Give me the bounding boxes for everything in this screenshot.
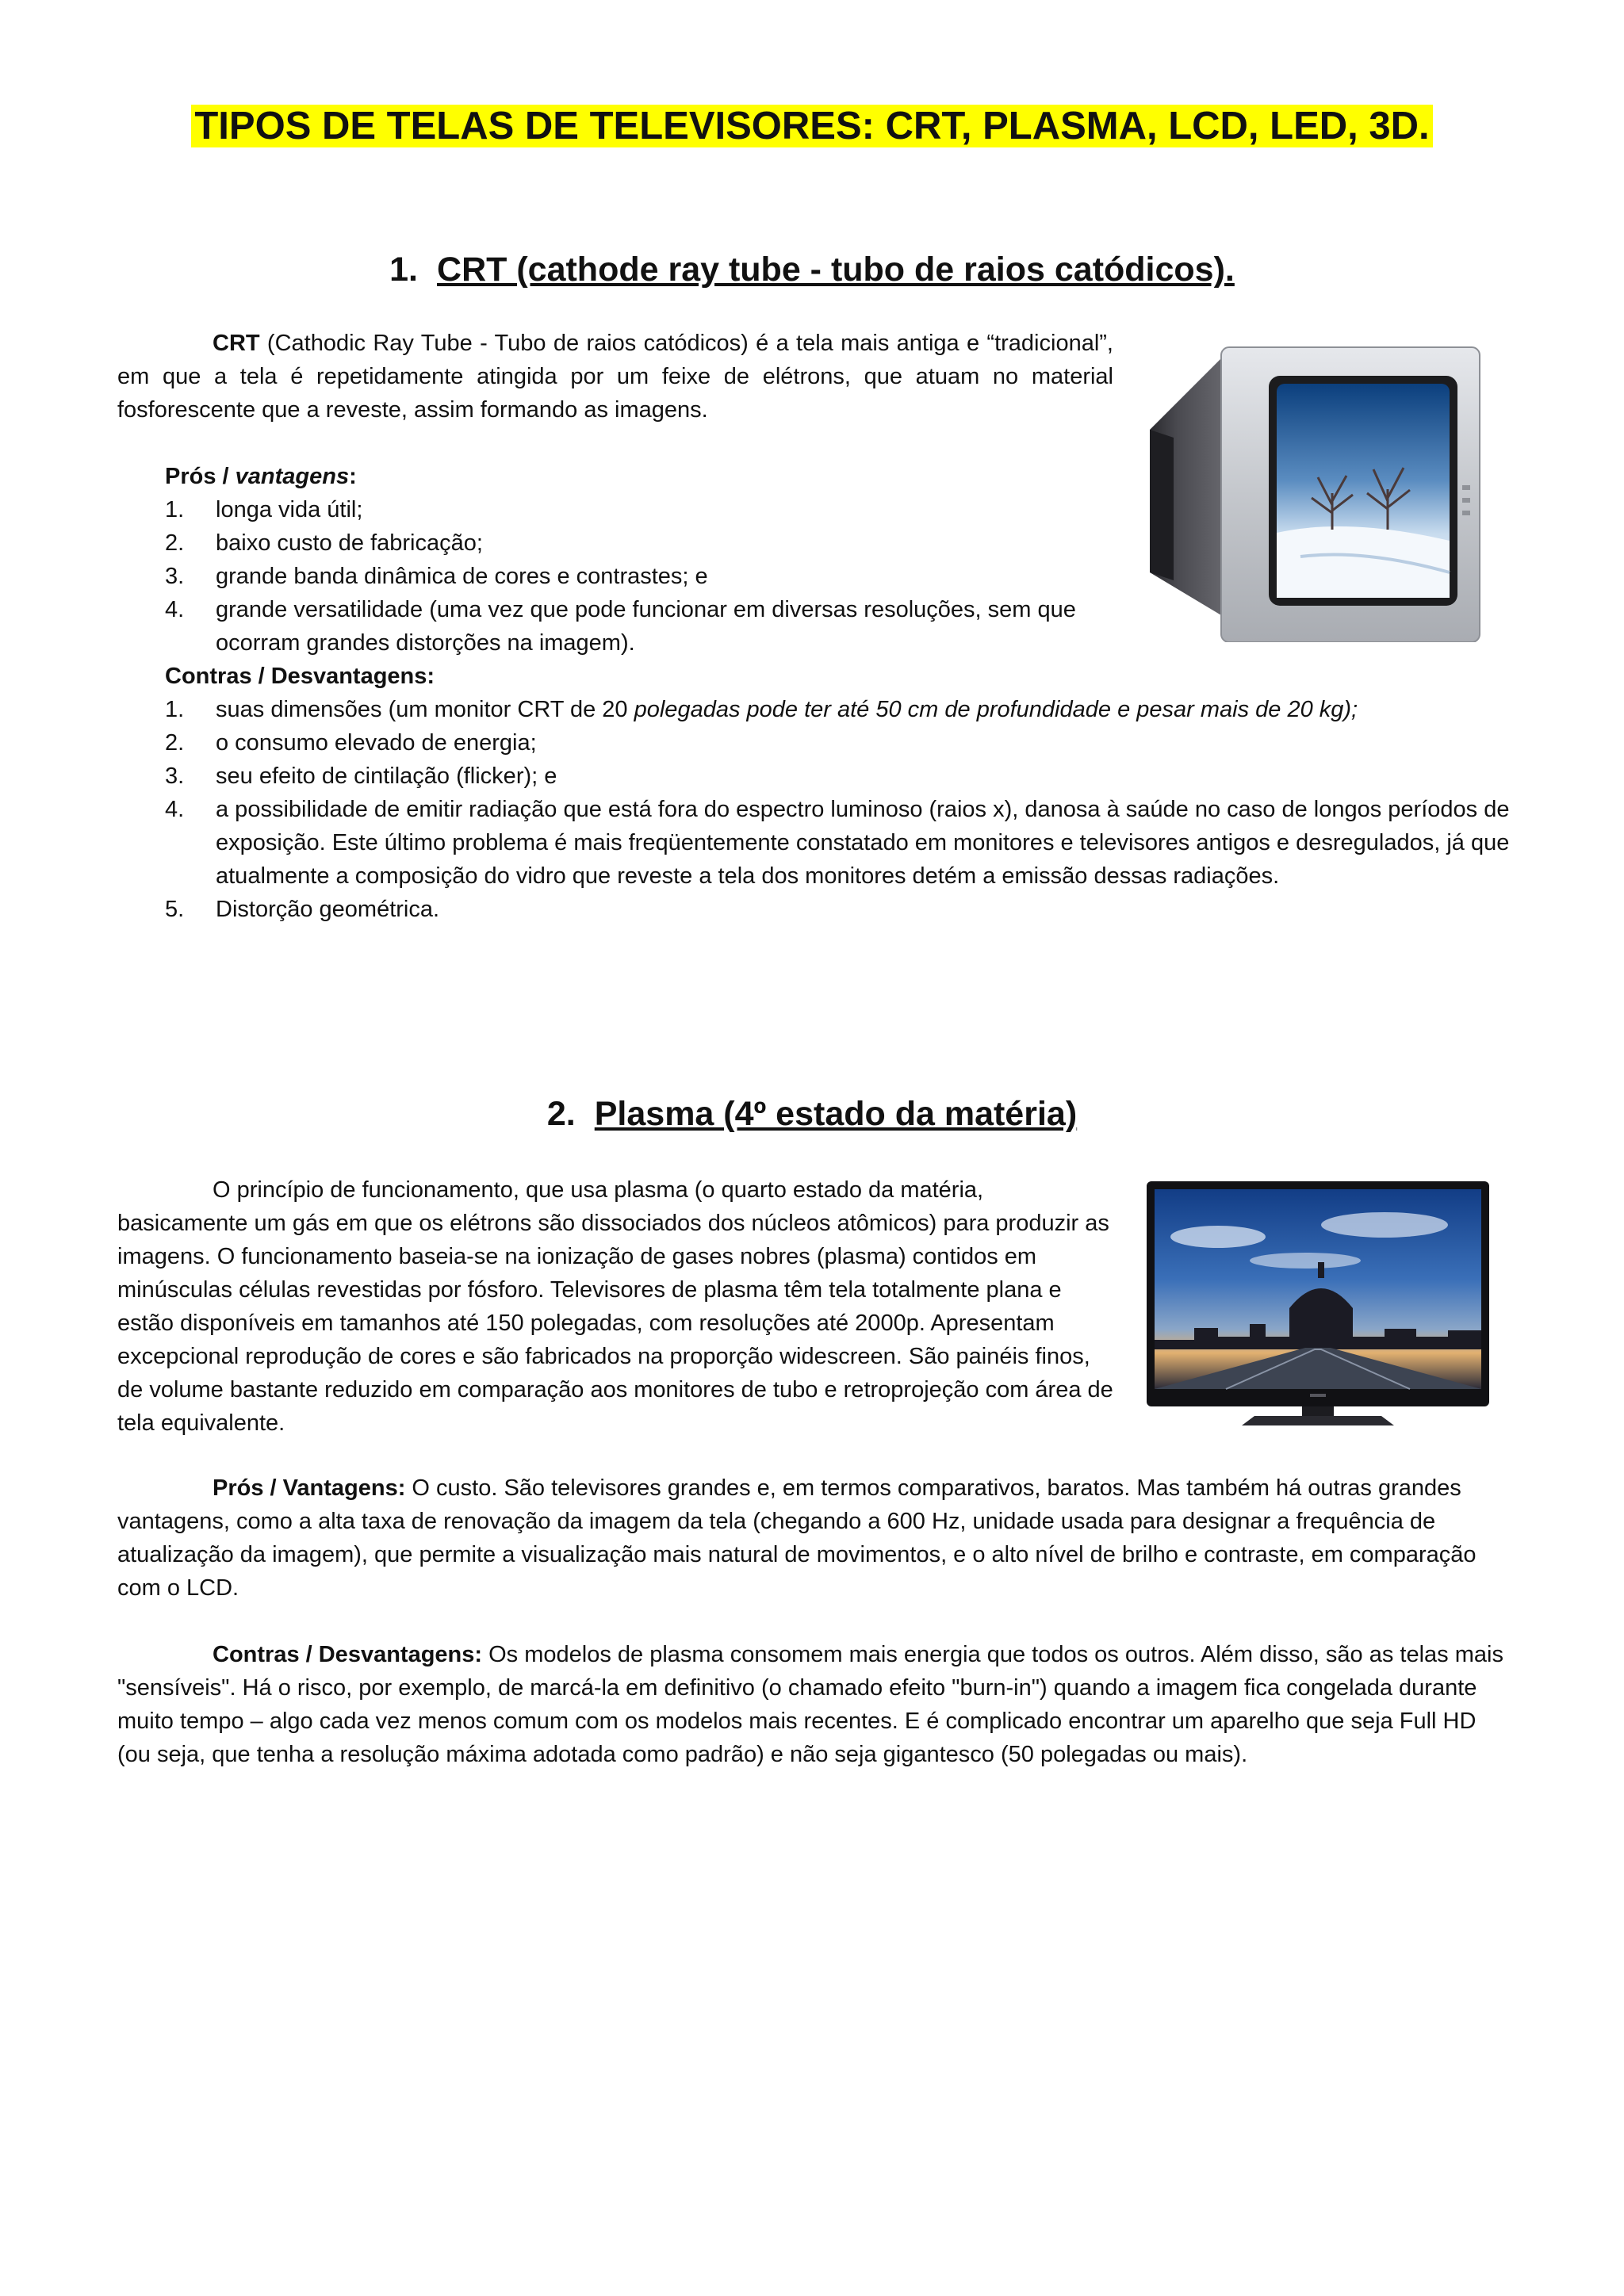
crt-pros-label-start: Prós / [165,464,236,489]
plasma-intro-paragraph: O princípio de funcionamento, que usa plasma (o quarto estado da matéria, basicamente um gás em que os elétrons são dissociados dos núcleos atômicos) para produzir as imagens. O funcionamento baseia-se na ionização de gases nobres (plasma) contidos em minúsculas células revestidas por fósforo. Televisores de plasma têm tela totalmente plana e estão disponíveis em tamanhos até 150 polegadas, com resoluções até 2000p. Apresentam excepcional reprodução de cores e são fabricados na proporção widescreen. São painéis finos, de volume bastante reduzido em comparação aos monitores de tubo e retroprojeção com área de tela equivalente. [117,1177,1113,1436]
crt-pros-list [117,493,1113,660]
list-item [117,593,1113,660]
crt-intro-text: (Cathodic Ray Tube - Tubo de raios catódicos) é a tela mais antiga e “tradicional”, em que a tela é repetidamente atingida por um feixe de elétrons, que atuam no material fosforescente que a reveste, assim formando as imagens. [117,331,1113,423]
list-item-text: baixo custo de fabricação; [216,530,483,556]
list-item [117,526,1113,560]
section-heading-plasma [0,1093,1624,1135]
list-item-number: 4. [165,597,185,622]
crt-cons-label: Contras / Desvantagens: [165,664,435,689]
crt-intro-paragraph [117,327,1113,427]
crt-intro-term: CRT [213,331,260,356]
list-item-number: 2. [165,730,185,756]
list-item [117,760,1513,793]
section-heading-crt [0,248,1624,291]
plasma-pros-text: O custo. São televisores grandes e, em termos comparativos, baratos. Mas também há outras grandes vantagens, como a alta taxa de renovação da imagem da tela (chegando a 600 Hz, unidade usada para designar a frequência de atualização da imagem), que permite a visualização mais natural de movimentos, e o alto nível de brilho e contraste, em comparação com o LCD. [117,1475,1477,1601]
section-number: 2. [546,1095,576,1133]
crt-pros-label [165,460,357,493]
document-title [0,101,1624,151]
list-item-number: 3. [165,763,185,789]
plasma-cons-paragraph [117,1638,1513,1771]
list-item-number: 3. [165,564,185,589]
list-item [117,693,1513,726]
list-item [117,493,1113,526]
list-item [117,560,1113,593]
list-item-text: a possibilidade de emitir radiação que está fora do espectro luminoso (raios x), danosa à saúde no caso de longos períodos de exposição. Este último problema é mais freqüentemente constatado em monitores e televisores antigos e desregulados, já que atualmente a composição do vidro que reveste a tela dos monitores detém a emissão dessas radiações. [216,797,1510,889]
plasma-cons-text: Os modelos de plasma consomem mais energia que todos os outros. Além disso, são as telas mais "sensíveis". Há o risco, por exemplo, de marcá-la em definitivo (o chamado efeito "burn-in") quando a imagem fica congelada durante muito tempo – algo cada vez menos comum com os modelos mais recentes. E é complicado encontrar um aparelho que seja Full HD (ou seja, que tenha a resolução máxima adotada como padrão) e não seja gigantesco (50 polegadas ou mais). [117,1642,1503,1767]
list-item-number: 2. [165,530,185,556]
list-item [117,726,1513,760]
list-item [117,893,1513,926]
section-number: 1. [389,251,419,289]
list-item-number: 1. [165,497,185,522]
list-item-text: o consumo elevado de energia; [216,730,537,756]
plasma-television-image [1147,1181,1489,1435]
crt-television-image [1142,342,1483,642]
list-item-text: grande banda dinâmica de cores e contrastes; e [216,564,708,589]
section-title: CRT (cathode ray tube - tubo de raios catódicos). [437,251,1235,289]
plasma-pros-paragraph [117,1471,1513,1605]
crt-cons-list [117,693,1513,926]
list-item-number: 4. [165,797,185,822]
list-item-number: 5. [165,897,185,922]
document-title-text: TIPOS DE TELAS DE TELEVISORES: CRT, PLASMA, LCD, LED, 3D. [191,105,1432,147]
list-item-text: Distorção geométrica. [216,897,440,922]
list-item-text: grande versatilidade (uma vez que pode funcionar em diversas resoluções, sem que ocorram grandes distorções na imagem). [216,597,1076,656]
list-item-number: 1. [165,697,185,722]
crt-pros-label-italic: vantagens [235,464,350,489]
crt-pros-label-end: : [349,464,357,489]
list-item [117,793,1513,893]
section-title: Plasma (4º estado da matéria) [594,1095,1078,1133]
list-item-text: seu efeito de cintilação (flicker); e [216,763,557,789]
plasma-pros-label: Prós / Vantagens: [213,1475,406,1501]
list-item-text: longa vida útil; [216,497,363,522]
list-item-text-italic: polegadas pode ter até 50 cm de profundidade e pesar mais de 20 kg); [634,697,1358,722]
plasma-cons-label: Contras / Desvantagens: [213,1642,483,1667]
list-item-text: suas dimensões (um monitor CRT de 20 [216,697,634,722]
